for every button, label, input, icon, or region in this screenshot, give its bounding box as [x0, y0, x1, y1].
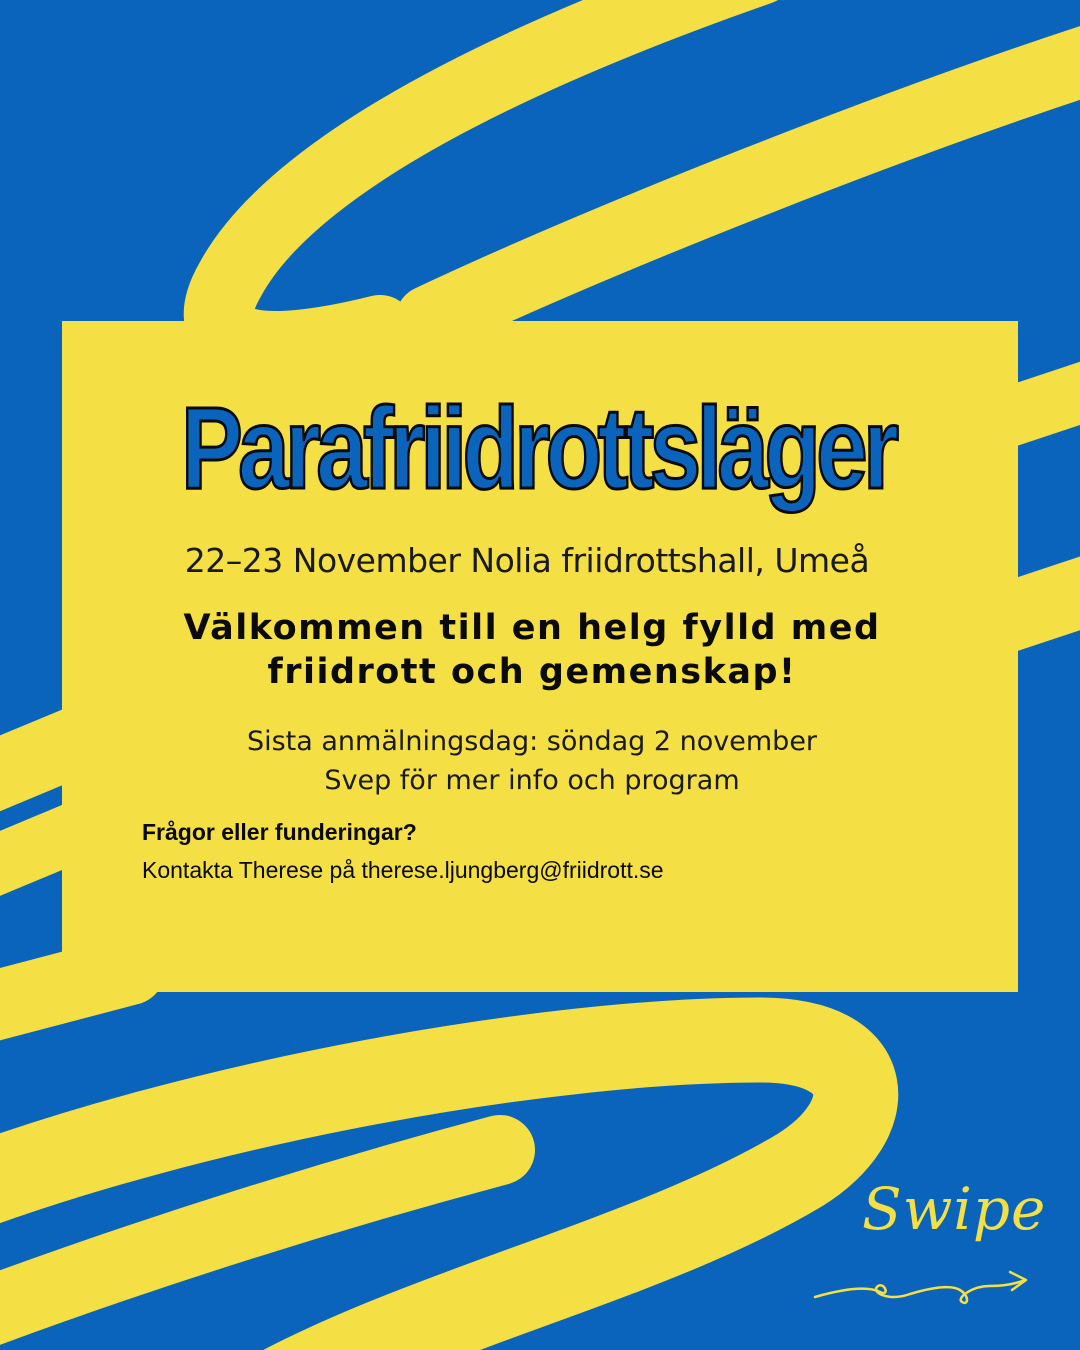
date-location: 22–23 November Nolia friidrottshall, Umeå: [184, 541, 870, 580]
welcome-message: [0, 606, 1064, 694]
registration-info: [0, 722, 1064, 800]
contact-text: Kontakta Therese på therese.ljungberg@friidrott.se: [142, 857, 664, 883]
welcome-line-2: friidrott och gemenskap!: [267, 652, 797, 692]
squiggle-arrow-right-icon: [810, 1262, 1040, 1312]
swipe-info: Svep för mer info och program: [324, 765, 740, 796]
welcome-line-1: Välkommen till en helg fylld med: [183, 608, 881, 648]
swipe-label: Swipe: [862, 1175, 1047, 1243]
contact-block: [142, 814, 664, 890]
registration-deadline: Sista anmälningsdag: söndag 2 november: [246, 726, 818, 757]
poster-title: Parafriidrottsläger: [180, 383, 895, 513]
contact-question: Frågor eller funderingar?: [142, 819, 417, 845]
